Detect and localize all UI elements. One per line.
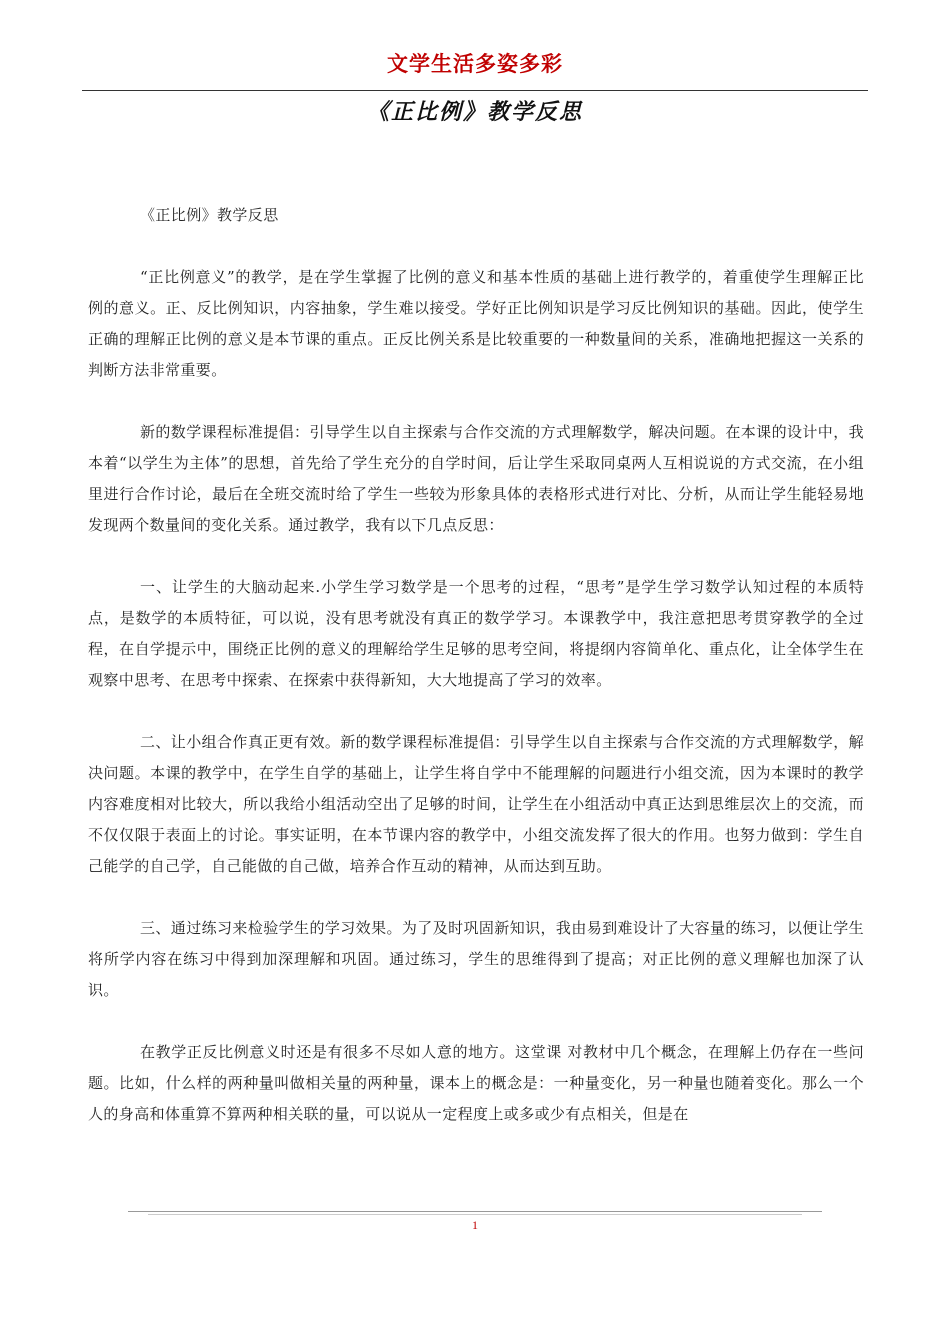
footer-divider [128, 1211, 822, 1212]
paragraph-5: 三、通过练习来检验学生的学习效果。为了及时巩固新知识，我由易到难设计了大容量的练习，以便让学生将所学内容在练习中得到加深理解和巩固。通过练习，学生的思维得到了提高；对正比例的意义理解也加深了认识。 [88, 919, 864, 999]
paragraph-2: 新的数学课程标准提倡：引导学生以自主探索与合作交流的方式理解数学，解决问题。在本课的设计中，我本着“以学生为主体”的思想，首先给了学生充分的自学时间，后让学生采取同桌两人互相说说的方式交流，在小组里进行合作讨论，最后在全班交流时给了学生一些较为形象具体的表格形式进行对比、分析，从而让学生能轻易地发现两个数量间的变化关系。通过教学，我有以下几点反思： [88, 423, 864, 534]
paragraph-1: “正比例意义”的教学，是在学生掌握了比例的意义和基本性质的基础上进行教学的，着重使学生理解正比例的意义。正、反比例知识，内容抽象，学生难以接受。学好正比例知识是学习反比例知识的基础。因此，使学生正确的理解正比例的意义是本节课的重点。正反比例关系是比较重要的一种数量间的关系，准确地把握这一关系的判断方法非常重要。 [88, 268, 864, 379]
header-divider [82, 90, 868, 91]
paragraph-6: 在教学正反比例意义时还是有很多不尽如人意的地方。这堂课 对教材中几个概念，在理解上仍存在一些问题。比如，什么样的两种量叫做相关量的两种量，课本上的概念是：一种量变化，另一种量也随着变化。那么一个人的身高和体重算不算两种相关联的量，可以说从一定程度上或多或少有点相关，但是在 [88, 1043, 864, 1123]
document-title: 《正比例》教学反思 [366, 99, 583, 125]
page-number: 1 [472, 1218, 478, 1232]
document-body [88, 200, 864, 1161]
header-title: 文学生活多姿多彩 [387, 52, 563, 76]
paragraph-3: 一、让学生的大脑动起来.小学生学习数学是一个思考的过程，“思考”是学生学习数学认知过程的本质特点，是数学的本质特征，可以说，没有思考就没有真正的数学学习。本课教学中，我注意把思考贯穿教学的全过程，在自学提示中，围绕正比例的意义的理解给学生足够的思考空间，将提纲内容简单化、重点化，让全体学生在观察中思考、在思考中探索、在探索中获得新知，大大地提高了学习的效率。 [88, 578, 864, 689]
footer-divider-secondary [148, 1214, 802, 1215]
paragraph-subtitle: 《正比例》教学反思 [140, 206, 279, 224]
paragraph-4: 二、让小组合作真正更有效。新的数学课程标准提倡：引导学生以自主探索与合作交流的方式理解数学，解决问题。本课的教学中，在学生自学的基础上，让学生将自学中不能理解的问题进行小组交流，因为本课时的教学内容难度相对比较大，所以我给小组活动空出了足够的时间，让学生在小组活动中真正达到思维层次上的交流，而不仅仅限于表面上的讨论。事实证明，在本节课内容的教学中，小组交流发挥了很大的作用。也努力做到：学生自己能学的自己学，自己能做的自己做，培养合作互动的精神，从而达到互助。 [88, 733, 864, 875]
